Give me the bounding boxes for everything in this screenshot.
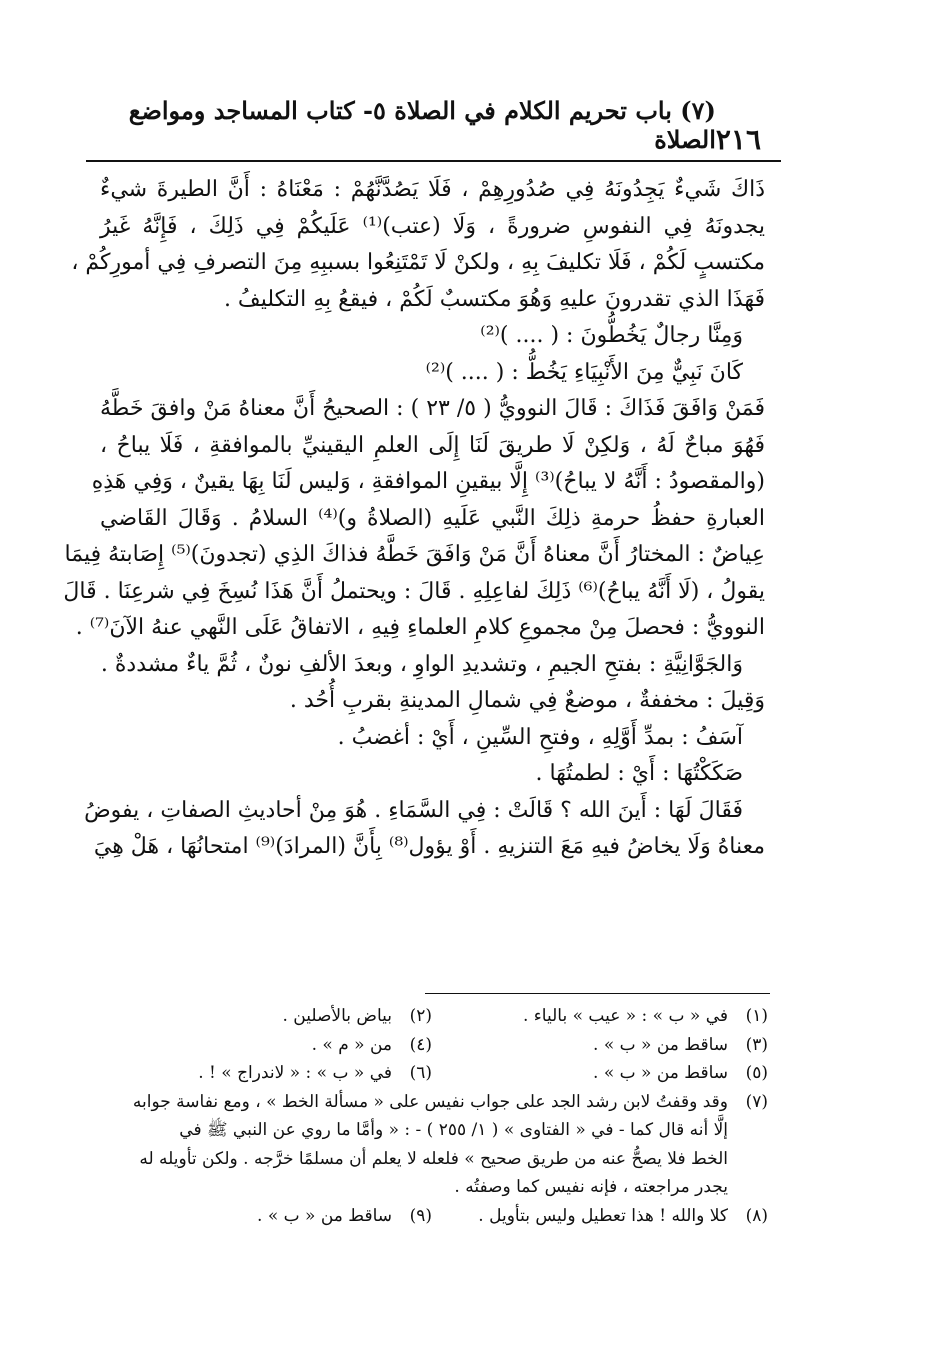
footnote-number: (٢): [409, 1006, 432, 1026]
footnote-text: من « م » .: [311, 1034, 392, 1055]
text-line: النوويُّ : فحصلَ مِنْ مجموعِ كلامِ العلماءِ فِيهِ ، الاتفاقُ عَلَى النَّهي عنهُ الآنَ⁽⁷⁾ .: [75, 615, 765, 640]
text-line: ذَاكَ شَيءٌ يَجِدُونَهُ فِي صُدُورِهِمْ ، فَلَا يَصُدَّنَّهُمْ : مَعْنَاهُ : أَنَّ الطيرةَ شيءٌ: [100, 177, 765, 202]
footnote-number: (٩): [409, 1205, 432, 1226]
footnote-number: (١): [745, 1006, 768, 1026]
footnote-line: يجدر مراجعته ، فإنه نفيس كما وصفتُه .: [454, 1177, 728, 1197]
footnote-text: ساقط من « ب » .: [593, 1034, 728, 1055]
footnote: [96, 1002, 432, 1031]
text-line: فَمَنْ وَافَقَ فَذَاكَ : قَالَ النوويُّ ( ٥/ ٢٣ ) : الصحيحُ أَنَّ معناهُ مَنْ وافقَ خَطَّهُ: [100, 396, 766, 421]
footnote-text: بياض بالأصلين .: [282, 1006, 392, 1026]
page-header: [86, 96, 781, 162]
footnote-line: إلَّا أنه قال كما - في « الفتاوى » ( ١/ ٢٥٥ ) - : « وأمَّا ما روي عن النبي ﷺ في: [179, 1120, 728, 1140]
text-line: عِياضٌ : المختارُ أَنَّ معناهُ أَنَّ مَنْ وَافَقَ خَطَّهُ فذاكَ الذِي (تجدونَ)⁽⁵⁾ إِصَابتهُ فِيمَا: [64, 542, 765, 567]
text-line: فَهُوَ مباحٌ لَهُ ، وَلكِنْ لَا طريقَ لَنَا إِلَى العلمِ اليقينيِّ بالموافقةِ ، فَلَا يباحُ ،: [100, 432, 765, 458]
text-line: (والمقصودُ : أَنَّهُ لا يباحُ)⁽³⁾ إِلَّا بيقينِ الموافقةِ ، وَليس لَنَا بِهَا يقينٌ ، وَفِي هَذِهِ: [91, 469, 765, 494]
footnotes: [96, 1002, 768, 1230]
text-line: معناهُ وَلَا يخاضُ فيهِ مَعَ التنزيهِ . أَوْ يؤول⁽⁸⁾ بِأَنَّ (المرادَ)⁽⁹⁾ امتحانُهَا ، هَلْ هِيَ: [93, 834, 765, 859]
footnote-text: في « ب » : « لاندراج » ! .: [198, 1063, 392, 1083]
footnote-row: [96, 1059, 768, 1088]
footnote-number: (٨): [745, 1205, 768, 1226]
text-line: صَكَكْتُهَا : أَيْ : لطمتُهَا .: [535, 761, 743, 786]
footnote-text: ساقط من « ب » .: [257, 1205, 392, 1226]
text-line: العبارةِ حفظُ حرمةِ ذلِكَ النَّبي عَلَيهِ (الصلاةُ و)⁽⁴⁾ السلامُ . وَقَالَ القَاضي: [100, 505, 765, 531]
page-number: ٢١٦: [715, 123, 761, 156]
footnote-number: (٦): [409, 1063, 432, 1083]
footnote-line: الخط فلا يصحُّ عنه من طريق صحيح » فلعله لا يعلم أن مسلمًا خرَّجه . ولكن تأويله له: [139, 1148, 728, 1169]
footnote-text: [96, 1088, 728, 1202]
text-line: فَهَذَا الذي تقدرونَ عليهِ وَهُوَ مكتسبٌ لَكُمْ ، فيقعُ بِهِ التكليفُ .: [223, 286, 765, 312]
running-title: (٧) باب تحريم الكلام في الصلاة ٥- كتاب المساجد ومواضع الصلاة: [128, 96, 716, 154]
footnote-separator: [425, 993, 770, 994]
footnote-number: (٧): [745, 1091, 768, 1112]
footnote-number: (٣): [745, 1034, 768, 1055]
text-line: آسَفُ : بمدِّ أَوَّلِهِ ، وفتحِ السِّينِ ، أَيْ : أغضبُ .: [337, 724, 743, 750]
footnote: [96, 1088, 768, 1202]
footnote: [432, 1031, 768, 1060]
footnote-row: [96, 1031, 768, 1060]
text-line: فَقَالَ لَهَا : أَينَ الله ؟ قَالَتْ : فِي السَّمَاءِ . هُوَ مِنْ أحاديثِ الصفاتِ ، يفوضُ: [84, 797, 743, 823]
footnote: [432, 1059, 768, 1088]
text-line: وَالجَوَّانِيَّةِ : بفتحِ الجيمِ ، وتشديدِ الواوِ ، وبعدَ الألفِ نونٌ ، ثُمَّ ياءٌ مشددةٌ .: [100, 651, 743, 677]
text-line: وَقِيلَ : مخففةٌ ، موضعٌ فِي شمالِ المدينةِ بقربِ أُحُد .: [289, 688, 765, 713]
text-line: مكتسبٍ لَكُمْ ، فَلَا تكليفَ بِهِ ، ولكنْ لَا تَمْتَنِعُوا بسببِهِ مِنَ التصرفِ فِي أمورِكُمْ ،: [71, 250, 765, 275]
footnote: [432, 1202, 768, 1231]
footnote-line: وقد وقفتُ لابن رشد الجد على جواب نفيس على « مسألة الخط » ، ومع نفاسة جوابه: [132, 1091, 728, 1112]
text-line: يجدونَهُ فِي النفوسِ ضرورةً ، وَلَا (عتب)⁽¹⁾ عَلَيكُمْ فِي ذَلِكَ ، فَإِنَّهُ غَيرُ: [100, 213, 765, 239]
footnote: [96, 1059, 432, 1088]
footnote: [432, 1002, 768, 1031]
footnote-text: كلا والله ! هذا تعطيل وليس بتأويل .: [478, 1205, 728, 1226]
footnote-text: في « ب » : « عيب » بالياء .: [522, 1006, 728, 1026]
footnote-row: [96, 1002, 768, 1031]
footnote-text: ساقط من « ب » .: [593, 1063, 728, 1083]
text-line: يقولُ ، (لَا أَنَّهُ يباحُ)⁽⁶⁾ ذَلِكَ لفاعِلِهِ . قَالَ : ويحتملُ أَنَّ هَذَا نُسِخَ فِي شرعِنَا . قَالَ: [63, 578, 765, 604]
footnote-number: (٥): [745, 1063, 768, 1083]
footnote: [96, 1031, 432, 1060]
main-text: [63, 172, 766, 866]
footnote-number: (٤): [409, 1034, 432, 1055]
footnote: [96, 1202, 432, 1231]
footnote-row: [96, 1202, 768, 1231]
text-line: كَانَ نَبِيٌّ مِنَ الأَنْبِيَاءِ يَخُطُّ : ( .... )⁽²⁾: [425, 359, 743, 385]
text-line: وَمِنَّا رجالٌ يَخُطُّونَ : ( .... )⁽²⁾: [480, 323, 743, 348]
